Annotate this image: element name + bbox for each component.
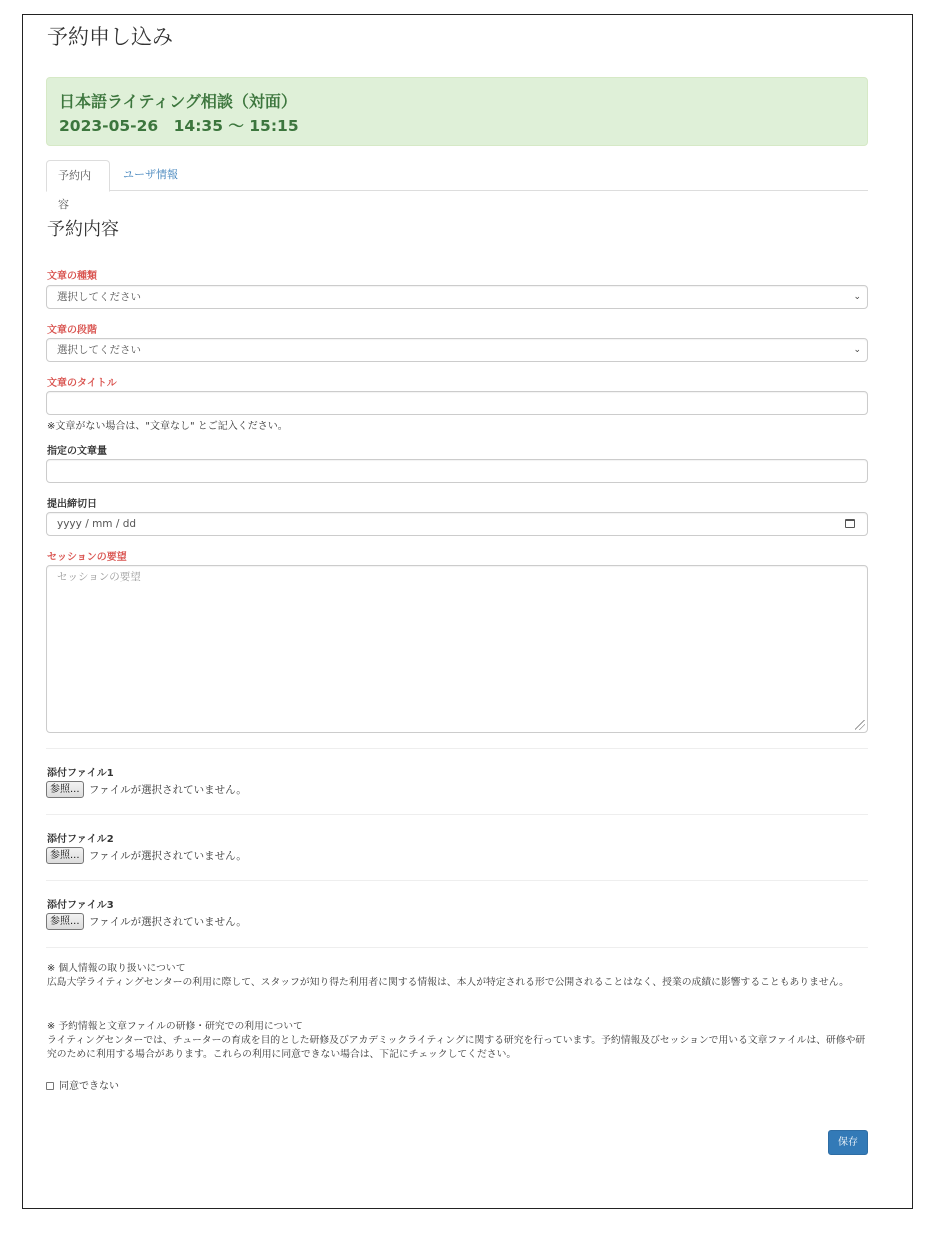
chevron-down-icon: ⌄	[853, 292, 861, 302]
disagree-label: 同意できない	[59, 1081, 119, 1092]
disagree-checkbox-row[interactable]	[46, 1077, 119, 1092]
doc-type-select[interactable]	[46, 285, 868, 309]
attachment-1-browse-button[interactable]: 参照...	[46, 781, 84, 798]
attachment-3-status: ファイルが選択されていません。	[88, 916, 247, 928]
research-notice	[47, 1020, 867, 1062]
attachment-1-file-input	[46, 781, 247, 798]
research-notice-heading: ※ 予約情報と文章ファイルの研修・研究での利用について	[47, 1021, 303, 1032]
disagree-checkbox[interactable]	[46, 1082, 54, 1090]
divider	[46, 814, 868, 815]
doc-amount-label: 指定の文章量	[47, 446, 107, 457]
calendar-icon[interactable]	[845, 519, 855, 528]
attachment-2-label: 添付ファイル2	[47, 834, 114, 845]
resize-grip-icon[interactable]	[855, 720, 865, 730]
doc-type-label: 文章の種類	[47, 271, 97, 282]
reservation-summary-alert	[46, 77, 868, 146]
tab-user-info[interactable]: ユーザ情報	[123, 168, 178, 181]
tab-reservation-details[interactable]: 予約内容	[46, 160, 110, 192]
doc-title-label: 文章のタイトル	[47, 378, 117, 389]
attachment-3-browse-button[interactable]: 参照...	[46, 913, 84, 930]
deadline-date-input[interactable]	[46, 512, 868, 536]
doc-title-input[interactable]	[46, 391, 868, 415]
attachment-1-label: 添付ファイル1	[47, 768, 114, 779]
divider	[46, 748, 868, 749]
deadline-label: 提出締切日	[47, 499, 97, 510]
doc-stage-label: 文章の段階	[47, 325, 97, 336]
doc-type-value: 選択してください	[57, 291, 141, 303]
attachment-3-label: 添付ファイル3	[47, 900, 114, 911]
session-request-textarea[interactable]	[46, 565, 868, 733]
doc-stage-value: 選択してください	[57, 344, 141, 356]
tab-bar	[46, 160, 868, 211]
page-frame	[22, 14, 913, 1209]
chevron-down-icon: ⌄	[853, 345, 861, 355]
deadline-placeholder: yyyy / mm / dd	[57, 518, 137, 530]
section-title: 予約内容	[47, 219, 119, 240]
attachment-3-file-input	[46, 913, 247, 930]
doc-title-help: ※文章がない場合は、"文章なし" とご記入ください。	[47, 421, 288, 432]
doc-amount-input[interactable]	[46, 459, 868, 483]
session-request-placeholder: セッションの要望	[57, 571, 141, 583]
attachment-2-browse-button[interactable]: 参照...	[46, 847, 84, 864]
privacy-notice-body: 広島大学ライティングセンターの利用に際して、スタッフが知り得た利用者に関する情報は、本人が特定される形で公開されることはなく、授業の成績に影響することもありません。	[47, 977, 849, 988]
reservation-datetime: 2023-05-26 14:35 ～ 15:15	[59, 117, 299, 135]
privacy-notice-heading: ※ 個人情報の取り扱いについて	[47, 963, 186, 974]
divider	[46, 947, 868, 948]
privacy-notice	[47, 962, 867, 990]
service-name: 日本語ライティング相談（対面）	[59, 92, 297, 111]
doc-stage-select[interactable]	[46, 338, 868, 362]
attachment-1-status: ファイルが選択されていません。	[88, 784, 247, 796]
session-request-label: セッションの要望	[47, 552, 127, 563]
page-title: 予約申し込み	[47, 25, 173, 49]
save-button[interactable]: 保存	[828, 1130, 868, 1155]
research-notice-body: ライティングセンターでは、チューターの育成を目的とした研修及びアカデミックライティングに関する研究を行っています。予約情報及びセッションで用いる文章ファイルは、研修や研究のために利用する場合があります。これらの利用に同意できない場合は、下記にチェックしてください。	[47, 1035, 866, 1060]
attachment-2-status: ファイルが選択されていません。	[88, 850, 247, 862]
attachment-2-file-input	[46, 847, 247, 864]
divider	[46, 880, 868, 881]
